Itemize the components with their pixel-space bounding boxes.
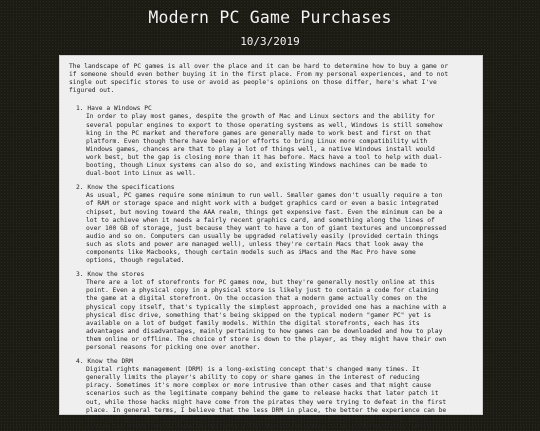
item-line: such as slots and power are managed well), unless they're certain Macs that look away the	[86, 240, 424, 248]
item-body	[86, 366, 473, 431]
list-item-stores	[69, 271, 473, 352]
item-line: out, while those hacks might have come from the pirates they were trying to defeat in the first	[86, 398, 447, 406]
item-line: physical disc drive, something that's being skipped on the typical modern "gamer PC" yet is	[86, 311, 431, 319]
item-body	[86, 192, 473, 265]
item-heading: 2. Know the specifications	[76, 184, 175, 192]
item-heading: 3. Know the stores	[76, 271, 145, 279]
intro-line: if someone should even bother buying it in the first place. From my personal experiences, and to not	[69, 71, 449, 79]
item-line: As usual, PC games require some minimum to run well. Smaller games don't usually require a ton	[86, 192, 443, 200]
item-line: for the player, but generally most storefronts use some minimal DRM at least to keep games	[86, 414, 428, 422]
item-line: scenarios such as the legitimate company behind the game to release hacks that later patch it	[86, 390, 439, 398]
item-line: personal reasons for picking one over another.	[86, 344, 261, 351]
item-line: work best, but the gap is closing more than it has before. Macs have a tool to help with dual-	[86, 153, 443, 161]
item-line: audio and so on. Computers can usually be upgraded relatively easily (provided certain things	[86, 232, 439, 240]
item-line: available on a lot of budget family models. Within the digital storefronts, each has its	[86, 319, 420, 327]
intro-line: The landscape of PC games is all over the place and it can be hard to determine how to buy a game or	[69, 63, 449, 70]
item-line: inside the storefronts. Some storefronts allow downloaded games to skip DRM entirely, which	[86, 422, 431, 430]
page-title: Modern PC Game Purchases	[148, 8, 392, 27]
page-date: 10/3/2019	[240, 35, 300, 48]
item-line: over 100 GB of storage, just because they want to have a ton of giant textures and uncompressed	[86, 224, 447, 232]
item-heading: 1. Have a Windows PC	[76, 105, 152, 113]
item-line: generally limits the player's ability to copy or share games in the interest of reducing	[86, 374, 420, 382]
intro-line: figured out.	[69, 87, 115, 95]
item-line: place. In general terms, I believe that the less DRM in place, the better the experience can be	[86, 406, 447, 414]
item-line: piracy. Sometimes it's more complex or more intrusive than other cases and that might cause	[86, 382, 431, 390]
item-line: components like Macbooks, though certain models such as iMacs and the Mac Pro have some	[86, 248, 416, 256]
list-item-windows-pc	[69, 105, 473, 178]
item-body	[86, 279, 473, 352]
item-line: chipset, but moving toward the AAA realm, things get expensive fast. Even the minimum can be a	[86, 208, 443, 216]
intro-paragraph	[69, 63, 473, 95]
item-heading: 4. Know the DRM	[76, 358, 133, 366]
item-line: of RAM or storage space and might work with a budget graphics card or even a basic integrated	[86, 200, 439, 208]
item-line: Digital rights management (DRM) is a long-existing concept that's changed many times. It	[86, 366, 420, 374]
item-line: In order to play most games, despite the growth of Mac and Linux sectors and the ability for	[86, 113, 435, 121]
article-card	[59, 55, 483, 430]
item-line: physical copy itself, that's typically the simplest approach, provided one has a machine with a	[86, 303, 447, 311]
item-line: There are a lot of storefronts for PC games now, but they're generally mostly online at this	[86, 279, 435, 287]
item-body	[86, 113, 473, 178]
item-line: options, though regulated.	[86, 257, 185, 265]
list-item-specifications	[69, 184, 473, 265]
item-line: king in the PC market and therefore games are generally made to work best and first on that	[86, 129, 431, 137]
item-line: booting, though Linux systems can also do so, and existing Windows machines can be made to	[86, 162, 428, 170]
item-line: point. Even a physical copy in a physical store is likely just to contain a code for claiming	[86, 287, 439, 295]
item-line: advantages and disadvantages, mainly pertaining to how games can be downloaded and how to play	[86, 327, 443, 335]
item-line: the game at a digital storefront. On the occasion that a modern game actually comes on the	[86, 295, 428, 303]
item-line: them online or offline. The choice of store is down to the player, as they might have their own	[86, 335, 447, 343]
intro-line: single out specific stores to use or avoid as people's opinions on those differ, here's what I've	[69, 79, 437, 87]
list-item-drm	[69, 358, 473, 431]
item-line: several popular engines to export to those operating systems as well, Windows is still somehow	[86, 121, 443, 129]
item-line: platform. Even though there have been major efforts to bring Linux more compatibility with	[86, 137, 428, 145]
item-line: Windows games, chances are that to play a lot of things well, a native Windows install would	[86, 145, 435, 153]
item-line: dual-boot into Linux as well.	[86, 170, 196, 178]
item-line: lot to achieve when it needs a fairly recent graphics card, and something along the lines of	[86, 216, 435, 224]
